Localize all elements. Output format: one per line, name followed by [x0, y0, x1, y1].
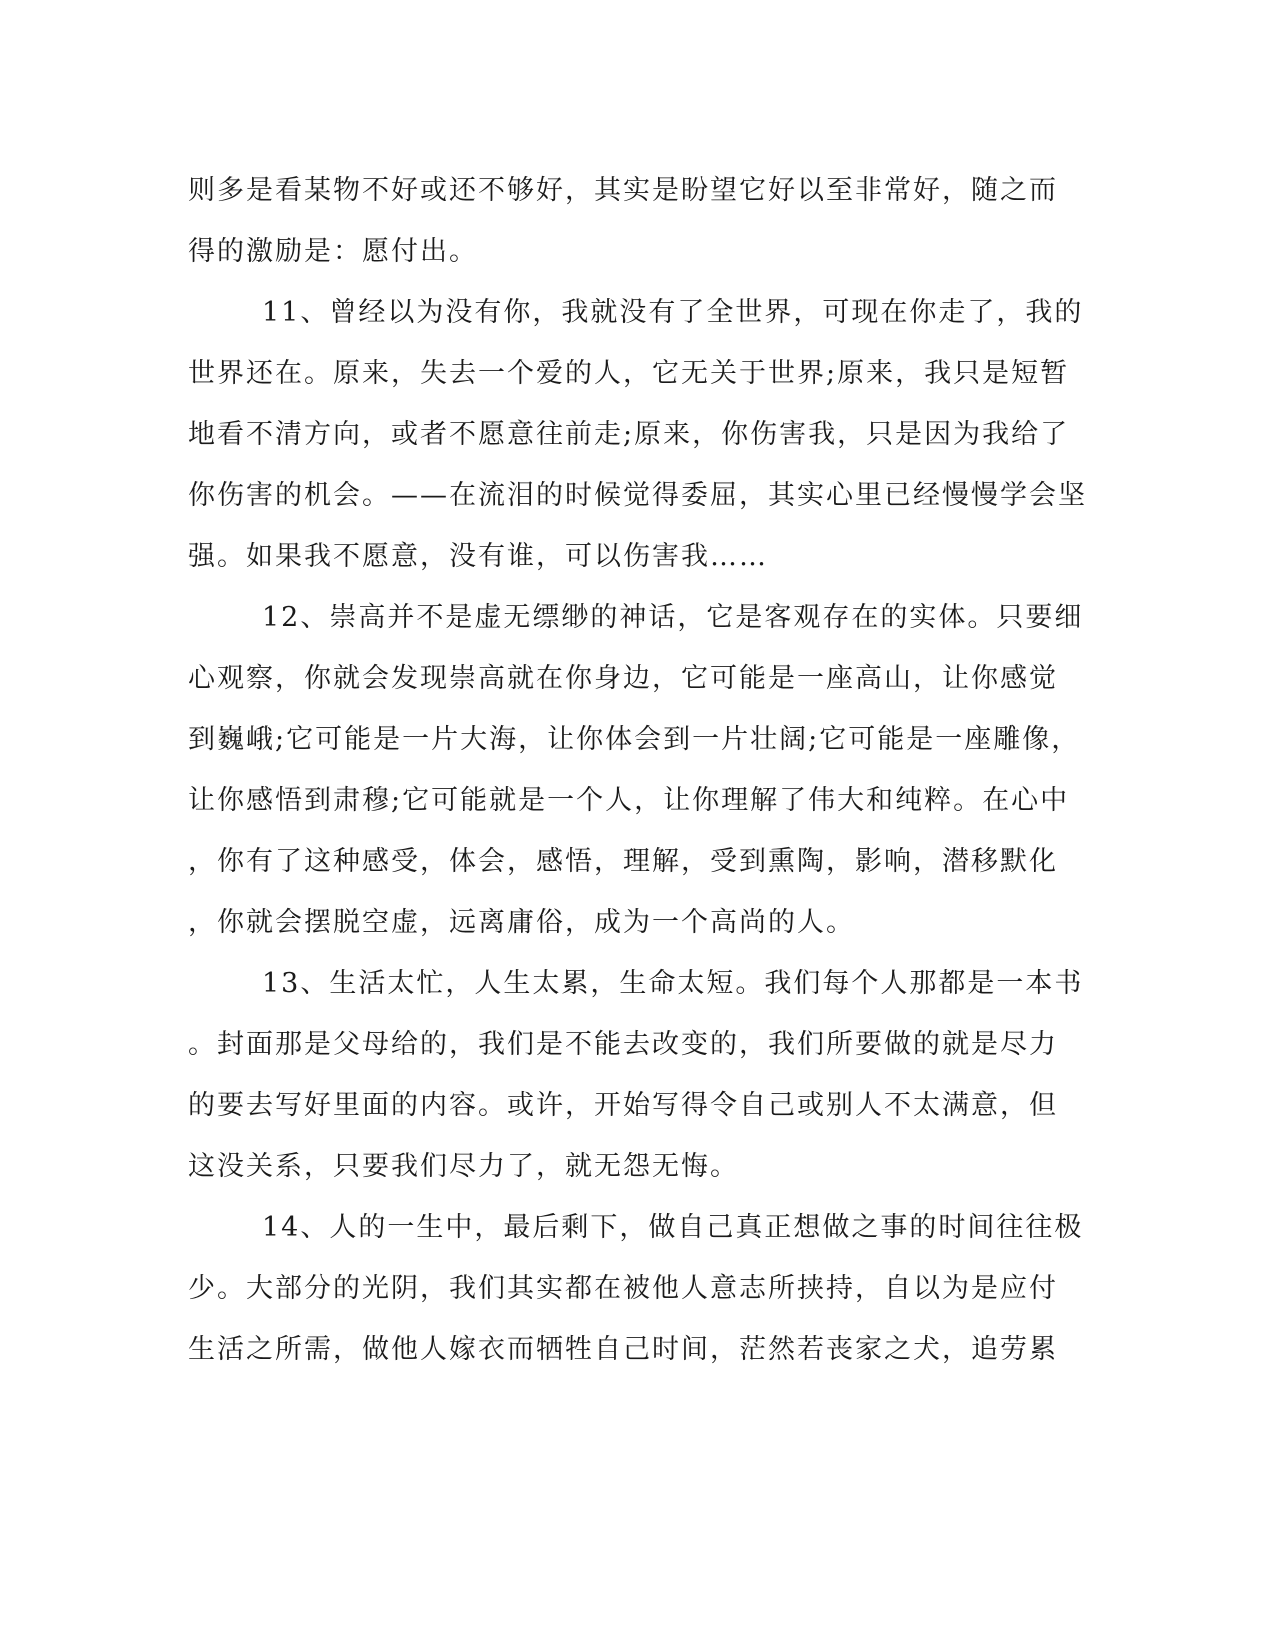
text-line: 。封面那是父母给的，我们是不能去改变的，我们所要做的就是尽力: [188, 1029, 1058, 1060]
text-line: 心观察，你就会发现崇高就在你身边，它可能是一座高山，让你感觉: [188, 663, 1058, 694]
text-line: ，你有了这种感受，体会，感悟，理解，受到熏陶，影响，潜移默化: [188, 846, 1058, 877]
paragraph-14-start: 14、人的一生中，最后剩下，做自己真正想做之事的时间往往极: [262, 1212, 1084, 1243]
text-line: 到巍峨;它可能是一片大海，让你体会到一片壮阔;它可能是一座雕像，: [188, 724, 1081, 755]
text-line: 则多是看某物不好或还不够好，其实是盼望它好以至非常好，随之而: [188, 175, 1058, 206]
text-line: 的要去写好里面的内容。或许，开始写得令自己或别人不太满意，但: [188, 1090, 1058, 1121]
text-line: 让你感悟到肃穆;它可能就是一个人，让你理解了伟大和纯粹。在心中: [188, 785, 1070, 816]
text-line: ，你就会摆脱空虚，远离庸俗，成为一个高尚的人。: [188, 907, 855, 938]
text-line: 少。大部分的光阴，我们其实都在被他人意志所挟持，自以为是应付: [188, 1273, 1058, 1304]
text-line: 你伤害的机会。——在流泪的时候觉得委屈，其实心里已经慢慢学会坚: [188, 480, 1087, 511]
text-line: 生活之所需，做他人嫁衣而牺牲自己时间，茫然若丧家之犬，追劳累: [188, 1334, 1058, 1365]
paragraph-13-start: 13、生活太忙，人生太累，生命太短。我们每个人那都是一本书: [262, 968, 1084, 999]
paragraph-11-start: 11、曾经以为没有你，我就没有了全世界，可现在你走了，我的: [262, 297, 1084, 328]
text-line: 得的激励是：愿付出。: [188, 236, 478, 267]
paragraph-12-start: 12、崇高并不是虚无缥缈的神话，它是客观存在的实体。只要细: [262, 602, 1084, 633]
text-line: 这没关系，只要我们尽力了，就无怨无悔。: [188, 1151, 739, 1182]
text-line: 地看不清方向，或者不愿意往前走;原来，你伤害我，只是因为我给了: [188, 419, 1070, 450]
text-line: 世界还在。原来，失去一个爱的人，它无关于世界;原来，我只是短暂: [188, 358, 1070, 389]
text-line: 强。如果我不愿意，没有谁，可以伤害我……: [188, 541, 768, 572]
document-body: [188, 160, 1087, 1380]
